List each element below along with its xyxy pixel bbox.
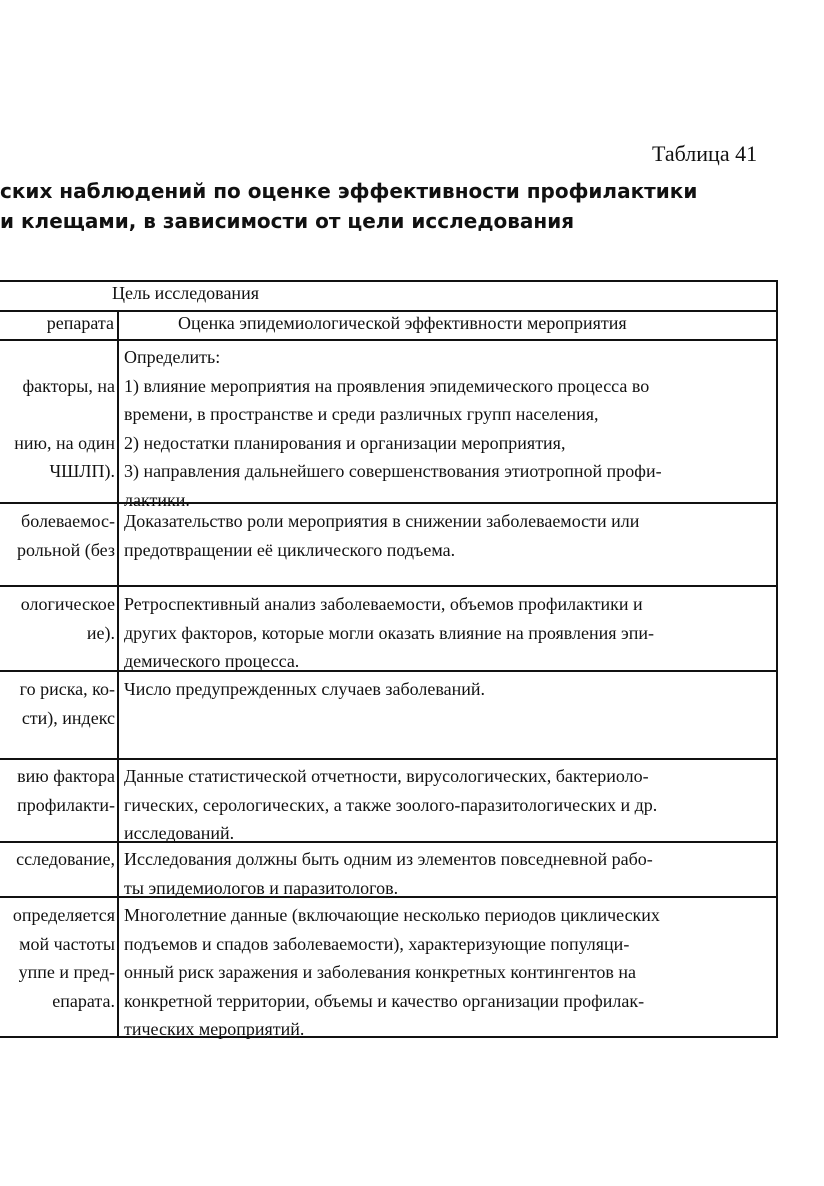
table-row-3-left (0, 590, 115, 668)
cell-line: мой частоты (19, 933, 115, 954)
table-row-6-left (0, 845, 115, 895)
table-row-2-right (124, 507, 774, 564)
cell-line: ологическое (20, 594, 115, 614)
data-table (0, 280, 778, 1038)
table-row-4-left (0, 675, 115, 755)
header-group: Цель исследования (112, 283, 259, 303)
column-divider (117, 311, 119, 1038)
table-row-3-right (124, 590, 774, 676)
table-row-5-right (124, 762, 774, 848)
cell-line: профилакти- (17, 794, 115, 815)
cell-line: Число предупрежденных случаев заболеваний. (124, 679, 486, 699)
cell-line: исследований. (124, 823, 235, 844)
cell-line: уппе и пред- (18, 962, 115, 983)
table-row-1-right (124, 343, 774, 515)
cell-line: болеваемос- (21, 511, 115, 531)
cell-line: Исследования должны быть одним из элементов повседневной рабо- (124, 849, 653, 869)
cell-line: ты эпидемиологов и паразитологов. (124, 877, 399, 898)
table-number: Таблица 41 (652, 141, 758, 166)
table-row-1-left (0, 343, 115, 501)
cell-line: гических, серологических, а также зоолого-паразитологических и др. (124, 794, 658, 815)
title-line-2: и клещами, в зависимости от цели исследования (0, 209, 575, 233)
cell-line: рольной (без (17, 539, 115, 560)
table-title (0, 176, 824, 236)
table-row-4-right (124, 675, 774, 704)
table-row-7-right (124, 901, 774, 1044)
cell-line: Доказательство роли мероприятия в снижении заболеваемости или (124, 511, 640, 531)
cell-line: Определить: (124, 347, 221, 367)
header-left: репарата (46, 313, 114, 333)
title-line-1: ских наблюдений по оценке эффективности профилактики (0, 179, 698, 203)
cell-line: Данные статистической отчетности, вирусологических, бактериоло- (124, 766, 649, 786)
cell-line: онный риск заражения и заболевания конкретных контингентов на (124, 962, 637, 983)
table-row-2-left (0, 507, 115, 583)
cell-line: демического процесса. (124, 651, 300, 672)
cell-line: нию, на один (14, 432, 115, 453)
cell-line: 3) направления дальнейшего совершенствования этиотропной профи- (124, 461, 662, 482)
cell-line: тических мероприятий. (124, 1019, 305, 1040)
cell-line: лактики. (124, 489, 190, 510)
cell-line: Ретроспективный анализ заболеваемости, объемов профилактики и (124, 594, 643, 614)
cell-line: определяется (12, 905, 115, 925)
header-right: Оценка эпидемиологической эффективности мероприятия (178, 313, 627, 333)
table-border-top (0, 280, 778, 282)
cell-line: ие). (86, 622, 115, 643)
cell-line: вию фактора (17, 766, 115, 786)
cell-line: конкретной территории, объемы и качество организации профилак- (124, 990, 645, 1011)
table-row-6-right (124, 845, 774, 902)
table-row-5-left (0, 762, 115, 838)
cell-line: ЧШЛП). (49, 461, 115, 482)
cell-line: 2) недостатки планирования и организации мероприятия, (124, 432, 566, 453)
cell-line: епарата. (52, 990, 115, 1011)
cell-line: времени, в пространстве и среди различных групп населения, (124, 404, 599, 425)
cell-line: 1) влияние мероприятия на проявления эпидемического процесса во (124, 375, 650, 396)
cell-line: других факторов, которые могли оказать влияние на проявления эпи- (124, 622, 655, 643)
cell-line: факторы, на (22, 375, 115, 396)
table-row-7-left (0, 901, 115, 1035)
table-border-right (776, 280, 778, 1038)
cell-line: го риска, ко- (19, 679, 115, 699)
cell-line: сследование, (16, 849, 115, 869)
cell-line: предотвращении её циклического подъема. (124, 539, 456, 560)
cell-line: Многолетние данные (включающие несколько периодов циклических (124, 905, 660, 925)
cell-line: подъемов и спадов заболеваемости), характеризующие популяци- (124, 933, 630, 954)
cell-line: сти), индекс (21, 707, 115, 728)
